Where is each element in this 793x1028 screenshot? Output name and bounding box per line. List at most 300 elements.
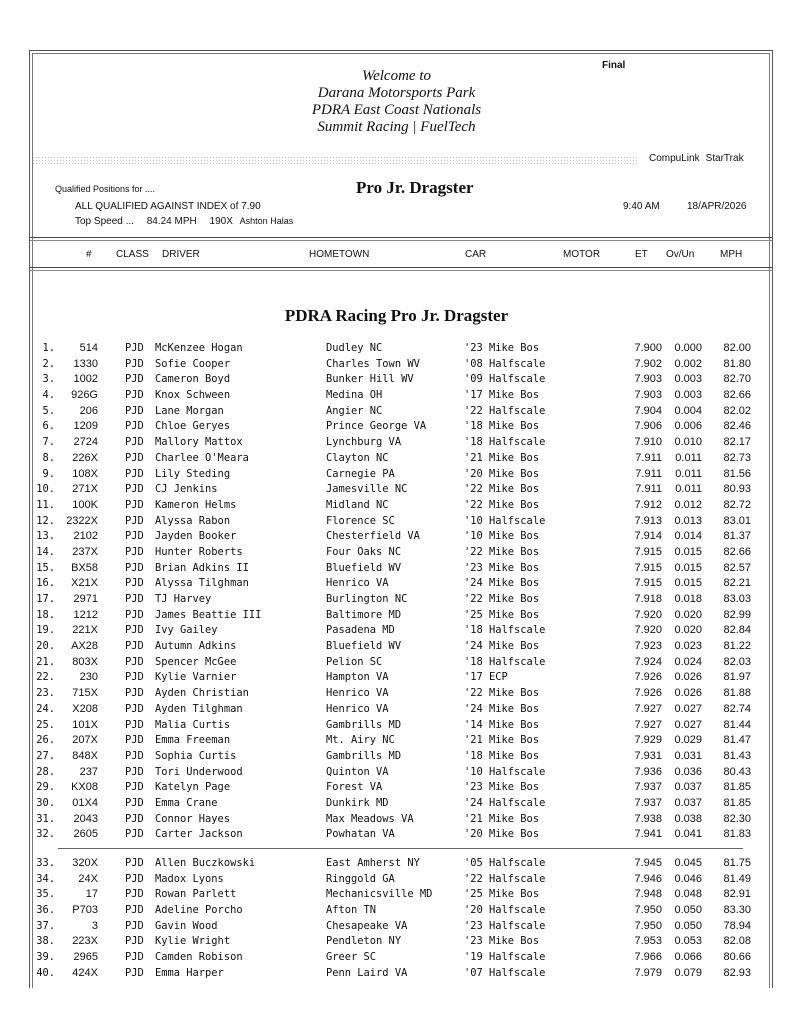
col-mph: MPH <box>720 249 743 260</box>
cell-position: 21. <box>36 655 55 668</box>
cell-class: PJD <box>125 857 144 869</box>
cell-class: PJD <box>125 389 144 402</box>
cell-over-under: 0.046 <box>674 872 702 885</box>
cell-car: '23 Mike Bos <box>464 935 540 948</box>
cell-over-under: 0.079 <box>674 966 702 979</box>
cell-class: PJD <box>125 888 144 901</box>
cell-mph: 82.00 <box>723 342 751 354</box>
table-row <box>0 812 793 828</box>
cell-driver: Ayden Tilghman <box>155 702 243 715</box>
cell-position: 27. <box>36 749 55 762</box>
cell-car-number: 206 <box>79 404 98 417</box>
cell-driver: Madox Lyons <box>155 872 224 885</box>
cell-over-under: 0.037 <box>674 796 702 809</box>
cell-over-under: 0.015 <box>674 577 702 590</box>
cell-car: '22 Mike Bos <box>464 483 540 496</box>
table-row <box>0 561 793 577</box>
cell-position: 13. <box>36 530 55 543</box>
cell-et: 7.966 <box>634 951 662 964</box>
cell-hometown: Bluefield WV <box>326 640 402 653</box>
qualifier-cutoff-divider <box>0 843 793 856</box>
table-row <box>0 934 793 950</box>
cell-car: '22 Mike Bos <box>464 545 540 558</box>
cell-over-under: 0.066 <box>674 951 702 964</box>
cell-et: 7.946 <box>634 872 662 885</box>
table-row <box>0 404 793 420</box>
col-hometown: HOMETOWN <box>309 249 370 260</box>
cell-mph: 81.49 <box>723 872 751 885</box>
cell-driver: TJ Harvey <box>155 593 212 605</box>
cell-class: PJD <box>125 812 144 825</box>
cell-et: 7.953 <box>634 935 662 948</box>
cell-position: 29. <box>36 781 55 794</box>
cell-over-under: 0.013 <box>674 514 702 527</box>
table-row <box>0 733 793 749</box>
cell-hometown: Clayton NC <box>326 451 389 464</box>
cell-class: PJD <box>125 593 144 605</box>
cell-et: 7.937 <box>634 796 662 809</box>
cell-over-under: 0.010 <box>674 436 702 449</box>
cell-class: PJD <box>125 765 144 778</box>
cell-hometown: Henrico VA <box>326 702 389 715</box>
cell-mph: 81.88 <box>723 687 751 700</box>
cell-car-number: BX58 <box>71 561 98 574</box>
cell-class: PJD <box>125 373 144 386</box>
cell-driver: Autumn Adkins <box>155 640 237 653</box>
cell-car-number: 2322X <box>66 514 98 527</box>
cell-hometown: Baltimore MD <box>326 608 402 621</box>
cell-mph: 82.08 <box>723 935 751 948</box>
cell-over-under: 0.014 <box>674 530 702 543</box>
cell-car: '18 Halfscale <box>464 624 546 637</box>
cell-hometown: Henrico VA <box>326 577 389 590</box>
cell-et: 7.906 <box>634 420 662 433</box>
table-row <box>0 903 793 919</box>
cell-car: '10 Halfscale <box>464 514 546 527</box>
cell-over-under: 0.020 <box>674 608 702 621</box>
cell-car-number: 2605 <box>73 828 98 841</box>
cell-position: 38. <box>36 935 55 948</box>
cell-driver: Chloe Geryes <box>155 420 231 433</box>
cell-driver: Sofie Cooper <box>155 357 231 370</box>
cell-car-number: 108X <box>72 467 98 480</box>
cell-et: 7.948 <box>634 888 662 901</box>
cell-driver: Charlee O'Meara <box>155 451 249 464</box>
cell-car-number: 01X4 <box>72 796 98 809</box>
cell-class: PJD <box>125 749 144 762</box>
cell-position: 2. <box>42 357 55 370</box>
cell-et: 7.920 <box>634 624 662 637</box>
cell-position: 32. <box>36 828 55 841</box>
cell-driver: Mallory Mattox <box>155 436 243 449</box>
cell-hometown: Dudley NC <box>326 342 383 354</box>
cell-class: PJD <box>125 872 144 885</box>
brand-compulink: CompuLink <box>649 153 700 164</box>
dotted-divider <box>32 156 637 165</box>
cell-hometown: Powhatan VA <box>326 828 395 841</box>
cell-car-number: 514 <box>79 342 98 354</box>
cell-et: 7.926 <box>634 671 662 684</box>
cell-over-under: 0.011 <box>675 451 702 464</box>
cell-car-number: KX08 <box>71 781 98 794</box>
cell-position: 9. <box>42 467 55 480</box>
cell-driver: Gavin Wood <box>155 919 218 932</box>
cell-hometown: Chesterfield VA <box>326 530 420 543</box>
cutoff-rule <box>58 848 743 849</box>
cell-driver: Malia Curtis <box>155 718 231 731</box>
class-title: Pro Jr. Dragster <box>356 178 474 197</box>
report-time: 9:40 AM <box>623 201 660 212</box>
cell-car: '24 Mike Bos <box>464 640 540 653</box>
cell-car-number: 3 <box>91 919 98 932</box>
cell-over-under: 0.012 <box>674 498 702 511</box>
cell-et: 7.900 <box>634 342 662 354</box>
cell-driver: Kameron Helms <box>155 498 237 511</box>
cell-position: 11. <box>36 498 55 511</box>
cell-hometown: Max Meadows VA <box>326 812 414 825</box>
cell-car-number: AX28 <box>71 640 98 653</box>
cell-hometown: East Amherst NY <box>326 857 420 869</box>
cell-car: '24 Halfscale <box>464 796 546 809</box>
cell-mph: 82.70 <box>723 373 751 386</box>
cell-et: 7.950 <box>634 919 662 932</box>
cell-et: 7.915 <box>634 577 662 590</box>
col-et: ET <box>635 249 648 260</box>
cell-position: 25. <box>36 718 55 731</box>
cell-position: 8. <box>42 451 55 464</box>
cell-car: '25 Mike Bos <box>464 608 540 621</box>
cell-et: 7.911 <box>635 467 662 480</box>
cell-car-number: 207X <box>72 734 98 747</box>
table-row <box>0 670 793 686</box>
cell-position: 16. <box>36 577 55 590</box>
table-row <box>0 796 793 812</box>
event-banner <box>0 68 793 136</box>
cell-et: 7.911 <box>635 483 662 496</box>
cell-hometown: Pasadena MD <box>326 624 395 637</box>
cell-car: '17 ECP <box>464 671 508 684</box>
cell-hometown: Quinton VA <box>326 765 389 778</box>
cell-car: '18 Mike Bos <box>464 749 540 762</box>
cell-driver: Sophia Curtis <box>155 749 237 762</box>
cell-class: PJD <box>125 951 144 964</box>
cell-et: 7.937 <box>634 781 662 794</box>
cell-driver: Lily Steding <box>155 467 231 480</box>
cell-mph: 81.85 <box>723 781 751 794</box>
cell-hometown: Pendleton NY <box>326 935 402 948</box>
cell-over-under: 0.029 <box>674 734 702 747</box>
cell-position: 20. <box>36 640 55 653</box>
cell-hometown: Mt. Airy NC <box>326 734 395 747</box>
welcome-line: Welcome to <box>361 68 431 84</box>
table-row <box>0 966 793 982</box>
table-row <box>0 467 793 483</box>
cell-car-number: 926G <box>71 389 98 402</box>
cell-driver: Katelyn Page <box>155 781 231 794</box>
cell-hometown: Chesapeake VA <box>326 919 408 932</box>
cell-over-under: 0.031 <box>674 749 702 762</box>
cell-position: 5. <box>42 404 55 417</box>
brand-startrak: StarTrak <box>705 153 744 164</box>
cell-mph: 80.43 <box>723 765 751 778</box>
cell-class: PJD <box>125 404 144 417</box>
cell-class: PJD <box>125 734 144 747</box>
cell-et: 7.927 <box>634 718 662 731</box>
cell-mph: 81.44 <box>723 718 751 731</box>
cell-car: '21 Mike Bos <box>464 812 540 825</box>
cell-car: '21 Mike Bos <box>464 451 540 464</box>
cell-hometown: Forest VA <box>326 781 383 794</box>
cell-driver: Emma Harper <box>155 966 224 979</box>
cell-car: '19 Halfscale <box>464 951 546 964</box>
table-row <box>0 357 793 373</box>
table-row <box>0 950 793 966</box>
cell-position: 14. <box>36 545 55 558</box>
cell-driver: Ayden Christian <box>155 687 249 700</box>
cell-position: 4. <box>42 389 55 402</box>
cell-position: 7. <box>42 436 55 449</box>
cell-driver: Connor Hayes <box>155 812 231 825</box>
table-row <box>0 451 793 467</box>
table-row <box>0 702 793 718</box>
cell-position: 31. <box>36 812 55 825</box>
table-row <box>0 872 793 888</box>
cell-over-under: 0.037 <box>674 781 702 794</box>
cell-position: 12. <box>36 514 55 527</box>
cell-over-under: 0.003 <box>674 389 702 402</box>
cell-car: '10 Mike Bos <box>464 530 540 543</box>
cell-class: PJD <box>125 451 144 464</box>
col-class: CLASS <box>116 249 149 260</box>
table-row <box>0 388 793 404</box>
cell-car: '20 Mike Bos <box>464 828 540 841</box>
cell-mph: 82.46 <box>723 420 751 433</box>
cell-driver: Emma Crane <box>155 796 218 809</box>
cell-hometown: Carnegie PA <box>326 467 395 480</box>
cell-class: PJD <box>125 655 144 668</box>
cell-hometown: Prince George VA <box>326 420 427 433</box>
cell-mph: 81.56 <box>723 467 751 480</box>
cell-over-under: 0.020 <box>674 624 702 637</box>
cell-mph: 82.72 <box>723 498 751 511</box>
table-row <box>0 545 793 561</box>
table-row <box>0 639 793 655</box>
cell-over-under: 0.006 <box>674 420 702 433</box>
cell-position: 40. <box>36 966 55 979</box>
cell-driver: Kylie Wright <box>155 935 231 948</box>
cell-mph: 81.43 <box>723 749 751 762</box>
cell-mph: 82.30 <box>723 812 751 825</box>
cell-hometown: Ringgold GA <box>326 872 395 885</box>
cell-position: 10. <box>36 483 55 496</box>
cell-over-under: 0.050 <box>674 919 702 932</box>
cell-driver: Hunter Roberts <box>155 545 243 558</box>
cell-car: '18 Halfscale <box>464 436 546 449</box>
cell-hometown: Greer SC <box>326 951 377 964</box>
cell-driver: Spencer McGee <box>155 655 237 668</box>
cell-mph: 83.30 <box>723 904 751 917</box>
cell-hometown: Florence SC <box>326 514 395 527</box>
cell-hometown: Four Oaks NC <box>326 545 402 558</box>
table-row <box>0 765 793 781</box>
cell-over-under: 0.045 <box>674 857 702 869</box>
cell-car-number: 848X <box>72 749 98 762</box>
cell-position: 22. <box>36 671 55 684</box>
cell-car-number: 1002 <box>73 373 98 386</box>
cell-hometown: Medina OH <box>326 389 383 402</box>
cell-hometown: Pelion SC <box>326 655 383 668</box>
cell-class: PJD <box>125 483 144 496</box>
results-table <box>0 341 793 982</box>
cell-over-under: 0.011 <box>675 483 702 496</box>
cell-driver: Adeline Porcho <box>155 904 243 917</box>
cell-et: 7.913 <box>634 514 662 527</box>
cell-class: PJD <box>125 467 144 480</box>
cell-car: '08 Halfscale <box>464 357 546 370</box>
table-row <box>0 435 793 451</box>
cell-driver: Knox Schween <box>155 389 231 402</box>
cell-over-under: 0.036 <box>674 765 702 778</box>
cell-car-number: 1212 <box>73 608 98 621</box>
cell-mph: 78.94 <box>723 919 751 932</box>
cell-position: 28. <box>36 765 55 778</box>
cell-car-number: 2102 <box>73 530 98 543</box>
cell-mph: 80.66 <box>723 951 751 964</box>
cell-class: PJD <box>125 718 144 731</box>
cell-driver: Brian Adkins II <box>155 561 249 574</box>
cell-mph: 82.66 <box>723 389 751 402</box>
cell-class: PJD <box>125 561 144 574</box>
cell-mph: 82.66 <box>723 545 751 558</box>
table-row <box>0 419 793 435</box>
cell-position: 35. <box>36 888 55 901</box>
cell-mph: 82.99 <box>723 608 751 621</box>
cell-mph: 82.74 <box>723 702 751 715</box>
cell-et: 7.910 <box>634 436 662 449</box>
cell-car-number: 803X <box>72 655 98 668</box>
cell-mph: 81.97 <box>723 671 751 684</box>
index-line: ALL QUALIFIED AGAINST INDEX of 7.90 <box>75 201 261 212</box>
cell-et: 7.926 <box>634 687 662 700</box>
cell-et: 7.914 <box>634 530 662 543</box>
cell-et: 7.945 <box>634 857 662 869</box>
col-ovun: Ov/Un <box>666 249 695 260</box>
cell-position: 37. <box>36 919 55 932</box>
table-row <box>0 529 793 545</box>
cell-position: 36. <box>36 904 55 917</box>
cell-driver: Emma Freeman <box>155 734 231 747</box>
cell-car-number: 1330 <box>73 357 98 370</box>
cell-position: 19. <box>36 624 55 637</box>
sponsors: Summit Racing | FuelTech <box>317 119 476 135</box>
cell-class: PJD <box>125 436 144 449</box>
cell-driver: Carter Jackson <box>155 828 243 841</box>
cell-mph: 82.03 <box>723 655 751 668</box>
cell-mph: 81.37 <box>723 530 751 543</box>
top-speed-label: Top Speed ... <box>75 216 134 227</box>
cell-car-number: 24X <box>78 872 98 885</box>
table-row <box>0 372 793 388</box>
cell-class: PJD <box>125 919 144 932</box>
cell-class: PJD <box>125 545 144 558</box>
cell-class: PJD <box>125 796 144 809</box>
cell-et: 7.903 <box>634 389 662 402</box>
cell-hometown: Angier NC <box>326 404 383 417</box>
cell-position: 18. <box>36 608 55 621</box>
cell-mph: 82.91 <box>723 888 751 901</box>
table-row <box>0 576 793 592</box>
table-row <box>0 827 793 843</box>
cell-et: 7.936 <box>634 765 662 778</box>
cell-over-under: 0.003 <box>674 373 702 386</box>
top-speed-line <box>75 216 303 227</box>
cell-class: PJD <box>125 514 144 527</box>
cell-position: 6. <box>42 420 55 433</box>
cell-mph: 83.03 <box>723 593 751 605</box>
status-label: Final <box>602 60 626 71</box>
table-row <box>0 856 793 872</box>
cell-class: PJD <box>125 498 144 511</box>
cell-over-under: 0.038 <box>674 812 702 825</box>
cell-car: '24 Mike Bos <box>464 577 540 590</box>
cell-hometown: Penn Laird VA <box>326 966 408 979</box>
cell-car: '22 Mike Bos <box>464 593 540 605</box>
cell-class: PJD <box>125 530 144 543</box>
cell-position: 26. <box>36 734 55 747</box>
col-motor: MOTOR <box>563 249 601 260</box>
cell-car: '22 Mike Bos <box>464 687 540 700</box>
cell-et: 7.915 <box>634 561 662 574</box>
cell-position: 23. <box>36 687 55 700</box>
cell-car: '18 Mike Bos <box>464 420 540 433</box>
cell-mph: 82.73 <box>723 451 751 464</box>
cell-over-under: 0.041 <box>674 828 702 841</box>
cell-hometown: Mechanicsville MD <box>326 888 433 901</box>
cell-car: '22 Halfscale <box>464 872 546 885</box>
cell-hometown: Jamesville NC <box>326 483 408 496</box>
cell-driver: Allen Buczkowski <box>155 857 256 869</box>
cell-et: 7.911 <box>635 451 662 464</box>
cell-et: 7.912 <box>634 498 662 511</box>
cell-driver: Camden Robison <box>155 951 243 964</box>
cell-car: '21 Mike Bos <box>464 734 540 747</box>
cell-car-number: 424X <box>72 966 98 979</box>
cell-car-number: 221X <box>72 624 98 637</box>
cell-position: 34. <box>36 872 55 885</box>
cell-class: PJD <box>125 671 144 684</box>
cell-driver: Kylie Varnier <box>155 671 237 684</box>
top-speed-value: 84.24 MPH <box>146 216 197 227</box>
header-rule-top <box>30 237 772 241</box>
cell-position: 15. <box>36 561 55 574</box>
cell-mph: 82.84 <box>723 624 751 637</box>
cell-hometown: Henrico VA <box>326 687 389 700</box>
table-row <box>0 592 793 608</box>
col-num: # <box>86 249 92 260</box>
cell-car: '22 Mike Bos <box>464 498 540 511</box>
cell-class: PJD <box>125 781 144 794</box>
cell-mph: 81.47 <box>723 734 751 747</box>
cell-et: 7.950 <box>634 904 662 917</box>
cell-class: PJD <box>125 687 144 700</box>
cell-et: 7.918 <box>634 593 662 605</box>
cell-car: '07 Halfscale <box>464 966 546 979</box>
frame-bottom-mask <box>29 988 774 1028</box>
cell-over-under: 0.050 <box>674 904 702 917</box>
cell-hometown: Dunkirk MD <box>326 796 389 809</box>
cell-class: PJD <box>125 608 144 621</box>
cell-over-under: 0.015 <box>674 561 702 574</box>
